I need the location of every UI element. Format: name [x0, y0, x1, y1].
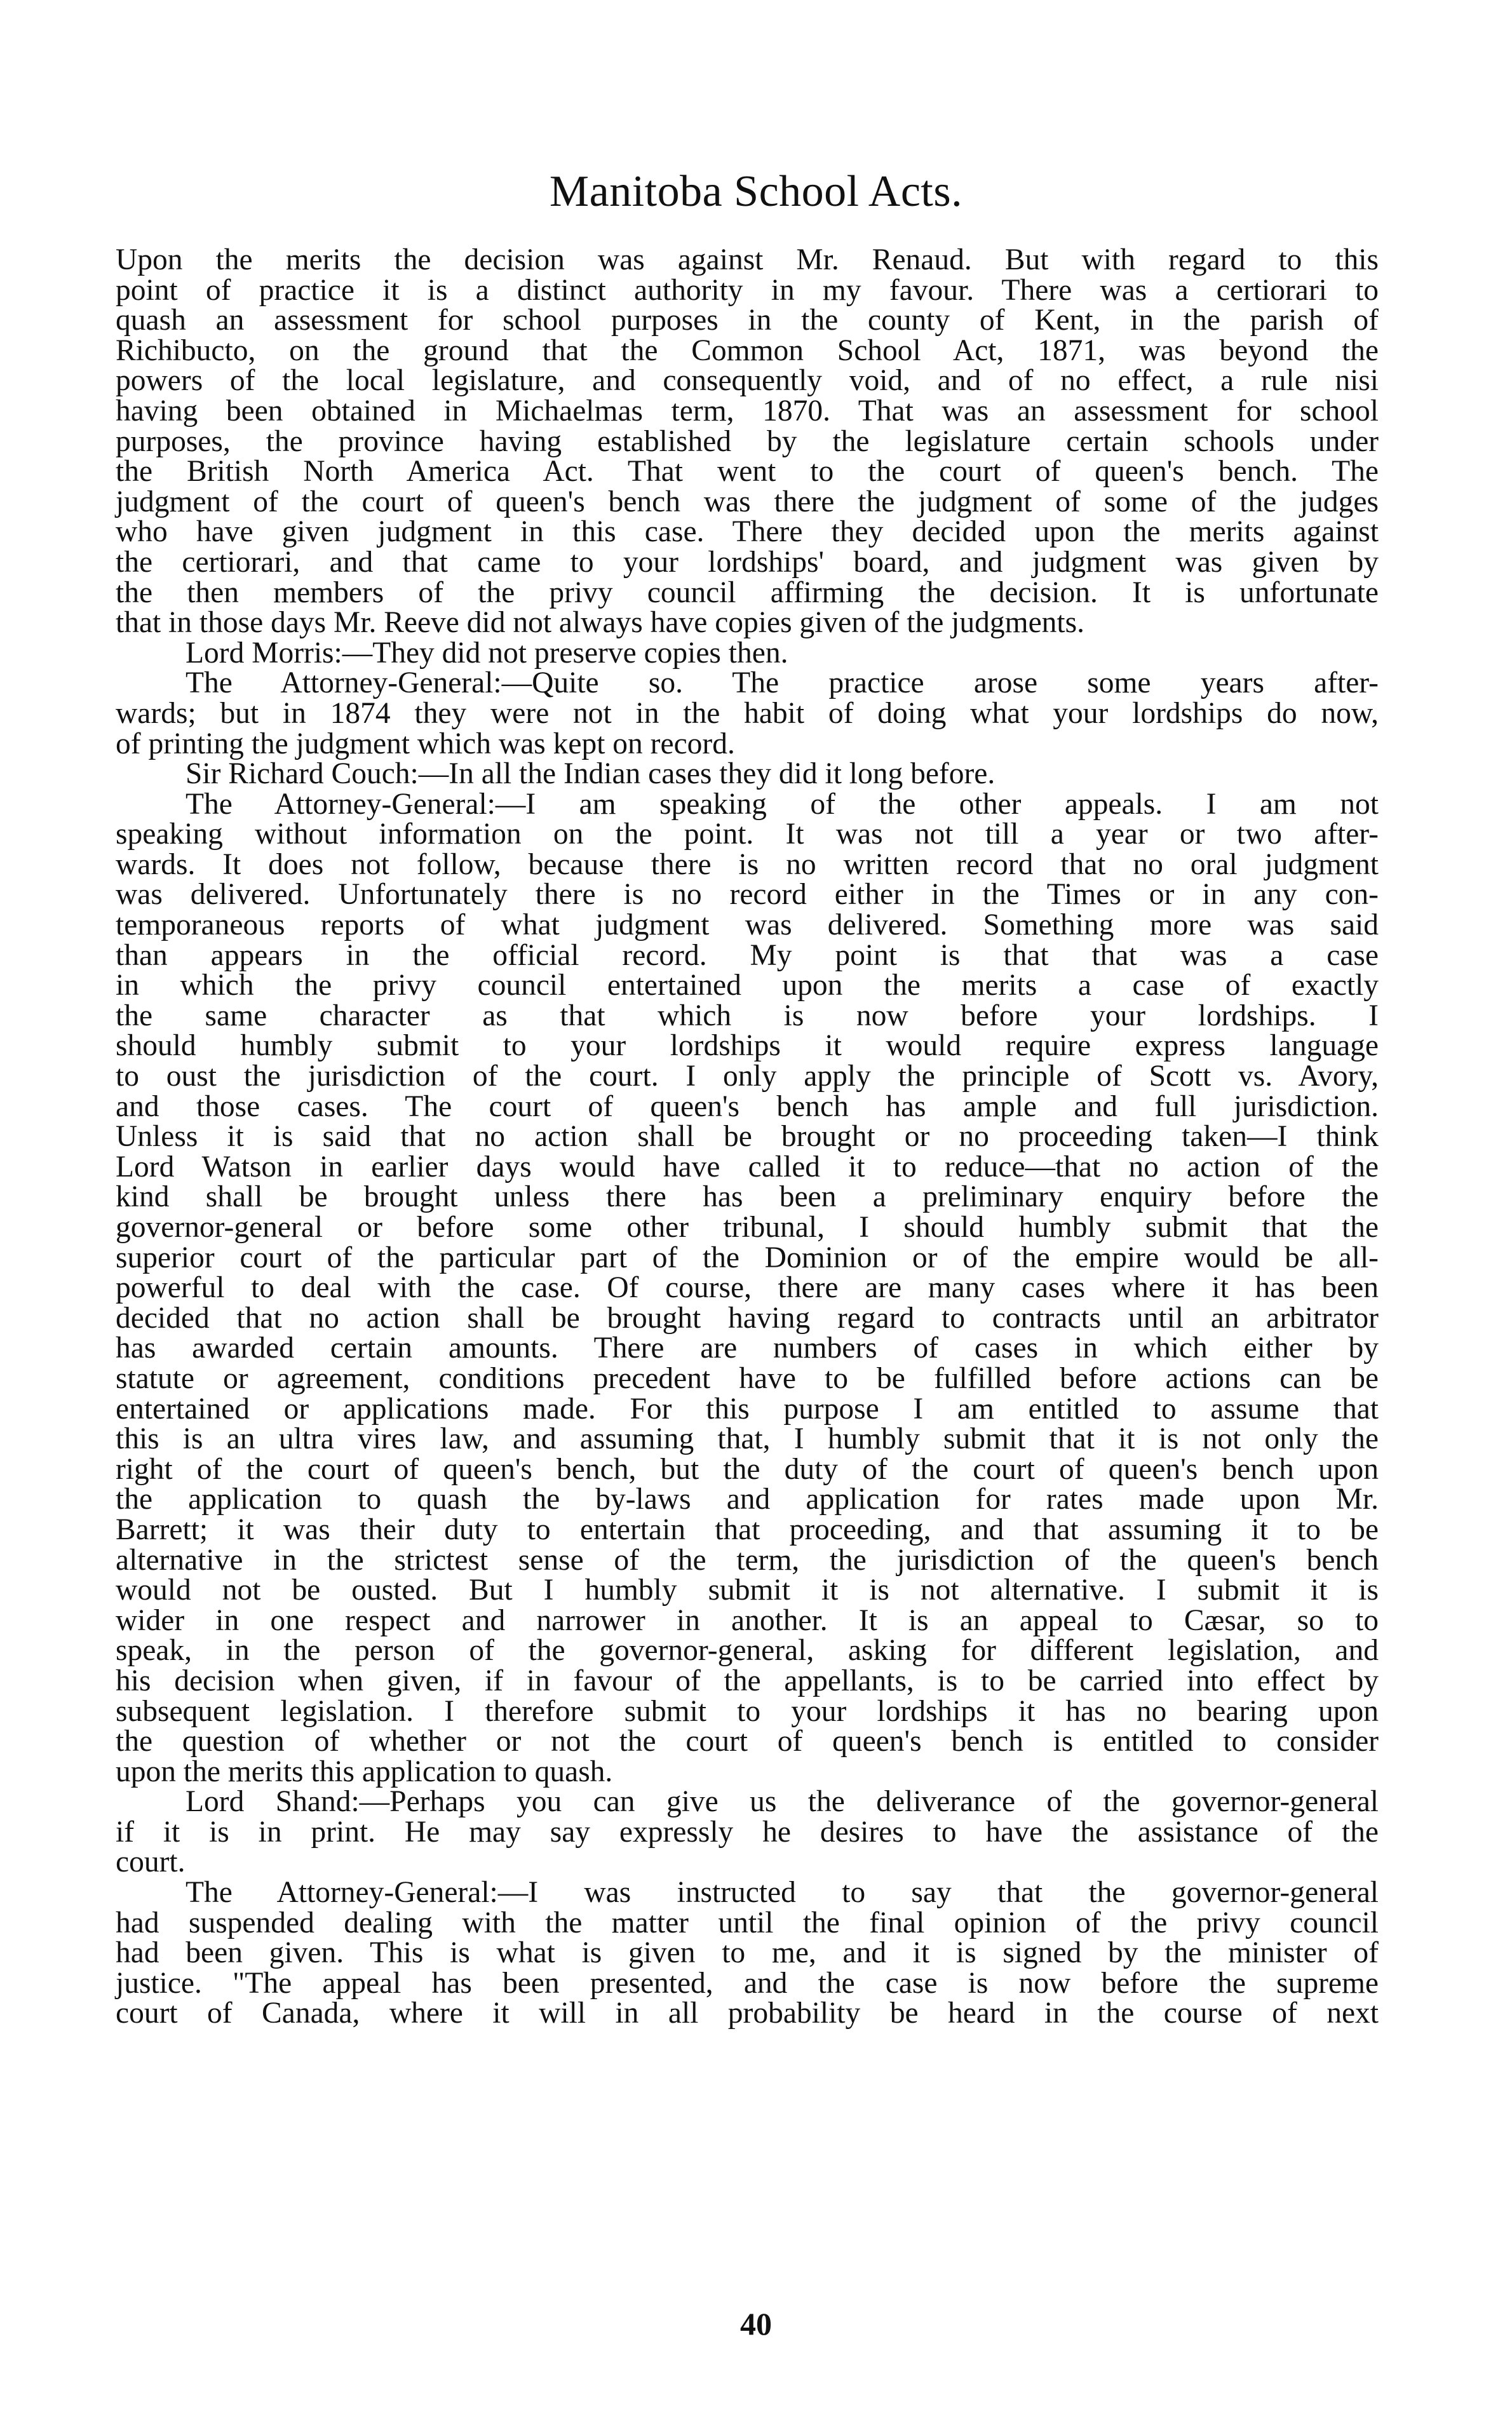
text-line-28: to oust the jurisdiction of the court. I only apply the principle of Scott vs. Avory,	[116, 1060, 1379, 1093]
text-line-10: who have given judgment in this case. There they decided upon the merits against	[116, 515, 1379, 549]
text-line-1: Upon the merits the decision was against Mr. Renaud. But with regard to this	[116, 243, 1379, 276]
text-line-34: superior court of the particular part of the Dominion or of the empire would be all-	[116, 1241, 1379, 1274]
text-line-56: had suspended dealing with the matter until the final opinion of the privy council	[116, 1906, 1379, 1939]
text-line-14: Lord Morris:—They did not preserve copies then.	[186, 636, 788, 670]
text-line-43: Barrett; it was their duty to entertain that proceeding, and that assuming it to be	[116, 1513, 1379, 1546]
text-line-26: the same character as that which is now before your lordships. I	[116, 999, 1379, 1032]
text-line-37: has awarded certain amounts. There are numbers of cases in which either by	[116, 1332, 1379, 1365]
text-line-48: his decision when given, if in favour of the appellants, is to be carried into effect by	[116, 1664, 1379, 1697]
text-line-44: alternative in the strictest sense of the term, the jurisdiction of the queen's bench	[116, 1543, 1379, 1577]
text-line-15: The Attorney-General:—Quite so. The practice arose some years after-	[186, 666, 1379, 700]
text-line-22: was delivered. Unfortunately there is no record either in the Times or in any con-	[116, 878, 1379, 912]
text-line-45: would not be ousted. But I humbly submit it is not alternative. I submit it is	[116, 1574, 1379, 1607]
text-line-4: Richibucto, on the ground that the Common School Act, 1871, was beyond the	[116, 334, 1379, 367]
text-line-39: entertained or applications made. For this purpose I am entitled to assume that	[116, 1392, 1379, 1426]
text-line-18: Sir Richard Couch:—In all the Indian cases they did it long before.	[186, 757, 996, 791]
text-line-21: wards. It does not follow, because there is no written record that no oral judgment	[116, 847, 1379, 881]
text-line-23: temporaneous reports of what judgment was delivered. Something more was said	[116, 908, 1379, 942]
text-line-30: Unless it is said that no action shall be brought or no proceeding taken—I think	[116, 1120, 1379, 1154]
text-line-25: in which the privy council entertained upon the merits a case of exactly	[116, 969, 1379, 1002]
text-line-9: judgment of the court of queen's bench was there the judgment of some of the judges	[116, 485, 1379, 518]
text-line-27: should humbly submit to your lordships it would require express language	[116, 1029, 1379, 1063]
text-line-17: of printing the judgment which was kept on record.	[116, 727, 735, 760]
text-line-38: statute or agreement, conditions precedent have to be fulfilled before actions can be	[116, 1361, 1379, 1395]
running-title: Manitoba School Acts.	[549, 167, 963, 216]
text-line-52: Lord Shand:—Perhaps you can give us the deliverance of the governor-general	[186, 1785, 1379, 1819]
text-line-12: the then members of the privy council affirming the decision. It is unfortunate	[116, 576, 1379, 609]
text-line-7: purposes, the province having established by the legislature certain schools under	[116, 424, 1379, 458]
text-line-47: speak, in the person of the governor-general, asking for different legislation, and	[116, 1634, 1379, 1668]
text-line-42: the application to quash the by-laws and application for rates made upon Mr.	[116, 1483, 1379, 1516]
text-line-19: The Attorney-General:—I am speaking of the other appeals. I am not	[186, 787, 1379, 821]
text-line-59: court of Canada, where it will in all probability be heard in the course of next	[116, 1997, 1379, 2030]
text-line-49: subsequent legislation. I therefore submit to your lordships it has no bearing upon	[116, 1694, 1379, 1728]
text-line-50: the question of whether or not the court of queen's bench is entitled to consider	[116, 1725, 1379, 1758]
text-line-41: right of the court of queen's bench, but the duty of the court of queen's bench upon	[116, 1452, 1379, 1486]
body-text	[116, 245, 1379, 2029]
text-line-53: if it is in print. He may say expressly he desires to have the assistance of the	[116, 1815, 1379, 1849]
text-line-29: and those cases. The court of queen's bench has ample and full jurisdiction.	[116, 1089, 1379, 1123]
text-line-5: powers of the local legislature, and consequently void, and of no effect, a rule nisi	[116, 364, 1379, 398]
text-line-24: than appears in the official record. My point is that that was a case	[116, 938, 1379, 972]
text-line-2: point of practice it is a distinct authority in my favour. There was a certiorari to	[116, 273, 1379, 307]
text-line-3: quash an assessment for school purposes in the county of Kent, in the parish of	[116, 304, 1379, 337]
text-line-31: Lord Watson in earlier days would have called it to reduce—that no action of the	[116, 1150, 1379, 1183]
text-line-58: justice. "The appeal has been presented, and the case is now before the supreme	[116, 1966, 1379, 2000]
text-line-32: kind shall be brought unless there has been a preliminary enquiry before the	[116, 1180, 1379, 1214]
text-line-46: wider in one respect and narrower in another. It is an appeal to Cæsar, so to	[116, 1603, 1379, 1637]
text-line-36: decided that no action shall be brought having regard to contracts until an arbitrator	[116, 1301, 1379, 1335]
text-line-8: the British North America Act. That went to the court of queen's bench. The	[116, 455, 1379, 489]
text-line-13: that in those days Mr. Reeve did not always have copies given of the judgments.	[116, 606, 1084, 640]
text-line-57: had been given. This is what is given to me, and it is signed by the minister of	[116, 1936, 1379, 1970]
text-line-16: wards; but in 1874 they were not in the habit of doing what your lordships do now,	[116, 696, 1379, 730]
text-line-40: this is an ultra vires law, and assuming that, I humbly submit that it is not only the	[116, 1422, 1379, 1456]
text-line-33: governor-general or before some other tribunal, I should humbly submit that the	[116, 1211, 1379, 1244]
text-line-6: having been obtained in Michaelmas term, 1870. That was an assessment for school	[116, 394, 1379, 428]
text-line-51: upon the merits this application to quash.	[116, 1755, 613, 1788]
page-number: 40	[740, 2306, 772, 2342]
text-line-11: the certiorari, and that came to your lordships' board, and judgment was given by	[116, 545, 1379, 579]
text-line-55: The Attorney-General:—I was instructed to say that the governor-general	[186, 1876, 1379, 1910]
text-line-20: speaking without information on the point. It was not till a year or two after-	[116, 818, 1379, 851]
text-line-54: court.	[116, 1845, 186, 1879]
text-line-35: powerful to deal with the case. Of course, there are many cases where it has been	[116, 1271, 1379, 1305]
